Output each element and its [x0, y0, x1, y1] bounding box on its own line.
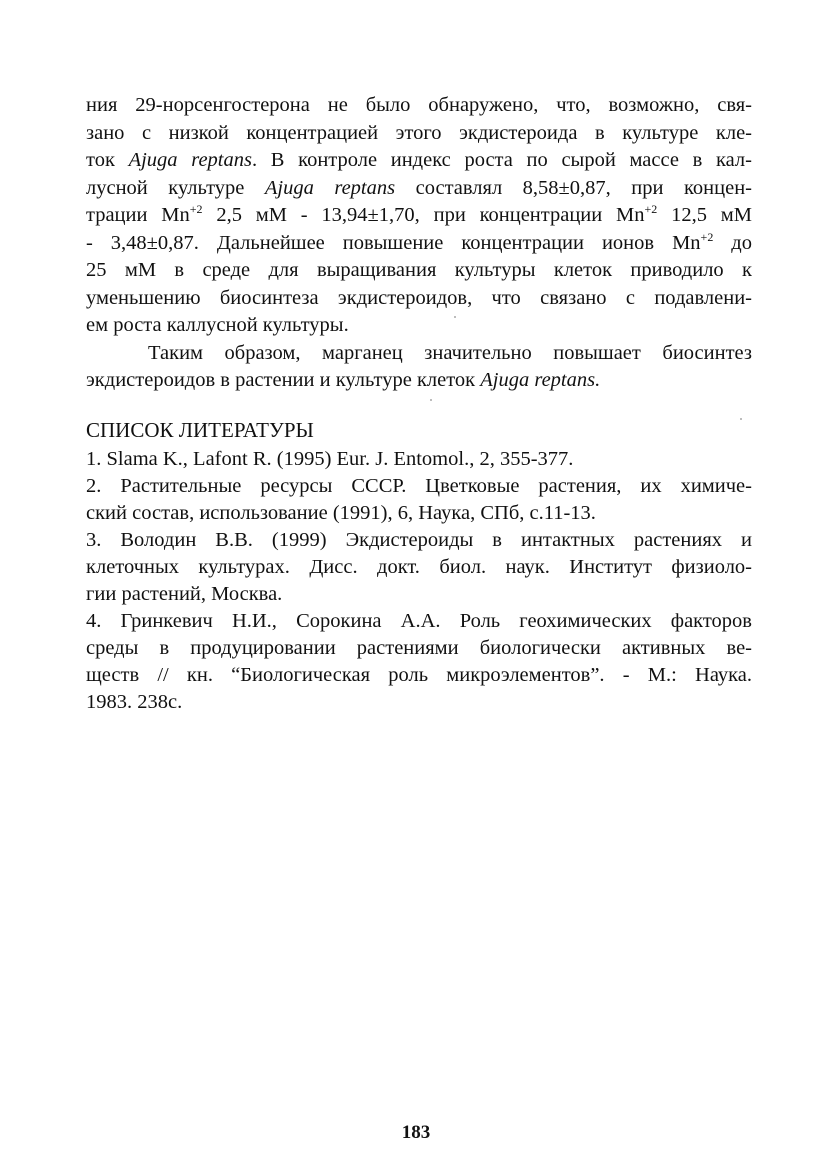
text-line [86, 367, 752, 395]
species-name: Ajuga reptans [128, 149, 252, 171]
species-name: Ajuga reptans. [480, 369, 601, 391]
reference-item [86, 608, 752, 716]
text-run: 12,5 мМ [657, 204, 752, 226]
text-line: ществ // кн. “Биологическая роль микроэлементов”. - М.: Наука. [86, 663, 752, 686]
text-line: 1. Slama K., Lafont R. (1995) Eur. J. Entomol., 2, 355-377. [86, 447, 574, 470]
reference-item [86, 473, 752, 527]
scan-speck [740, 418, 742, 420]
page-text [86, 92, 752, 716]
text-line: ский состав, использование (1991), 6, Наука, СПб, с.11-13. [86, 501, 596, 524]
text-line: Таким образом, марганец значительно повышает биосинтез [148, 341, 752, 364]
text-run: составлял 8,58±0,87, при концен- [395, 176, 753, 199]
text-line: ем роста каллусной культуры. [86, 314, 349, 336]
text-line [86, 202, 752, 230]
superscript: +2 [644, 202, 658, 216]
superscript: +2 [189, 202, 203, 216]
text-line [86, 147, 752, 175]
references-heading: СПИСОК ЛИТЕРАТУРЫ [86, 417, 314, 442]
text-run: . В контроле индекс роста по сырой массе в кал- [251, 149, 752, 171]
text-line: среды в продуцировании растениями биологически активных ве- [86, 636, 752, 659]
scan-speck [430, 399, 432, 401]
text-line [86, 175, 752, 203]
page-number: 183 [401, 1122, 431, 1143]
text-line: 2. Растительные ресурсы СССР. Цветковые растения, их химиче- [86, 474, 752, 497]
text-line: 4. Гринкевич Н.И., Сорокина А.А. Роль геохимических факторов [86, 609, 752, 632]
text-run: лусной культуре [86, 176, 265, 199]
reference-item [86, 527, 752, 608]
text-line: 1983. 238с. [86, 690, 183, 713]
text-run: трации Mn [86, 204, 190, 226]
superscript: +2 [700, 229, 714, 244]
text-line: зано с низкой концентрацией этого экдистероида в культуре кле- [86, 121, 752, 144]
text-run: 2,5 мМ - 13,94±1,70, при концентрации Mn [202, 204, 645, 226]
section-gap [86, 395, 752, 417]
text-run: - 3,48±0,87. Дальнейшее повышение концентрации ионов Mn [86, 231, 701, 254]
text-line: уменьшению биосинтеза экдистероидов, что связано с подавлени- [86, 286, 752, 309]
text-run: экдистероидов в растении и культуре клеток [86, 369, 481, 391]
text-line: ния 29-норсенгостерона не было обнаружено, что, возможно, свя- [86, 94, 752, 116]
reference-item [86, 446, 752, 473]
text-line [86, 230, 752, 258]
text-line: 3. Володин В.В. (1999) Экдистероиды в интактных растениях и [86, 528, 752, 551]
text-line: 25 мМ в среде для выращивания культуры клеток приводило к [86, 259, 752, 281]
body-paragraph-1 [86, 92, 752, 340]
text-line: клеточных культурах. Дисс. докт. биол. наук. Институт физиоло- [86, 555, 752, 578]
text-line: гии растений, Москва. [86, 582, 283, 605]
species-name: Ajuga reptans [264, 176, 396, 199]
text-run: до [713, 231, 752, 254]
body-paragraph-2 [86, 340, 752, 395]
references-section [86, 417, 752, 716]
text-run: ток [86, 149, 129, 171]
scan-speck [454, 316, 456, 318]
